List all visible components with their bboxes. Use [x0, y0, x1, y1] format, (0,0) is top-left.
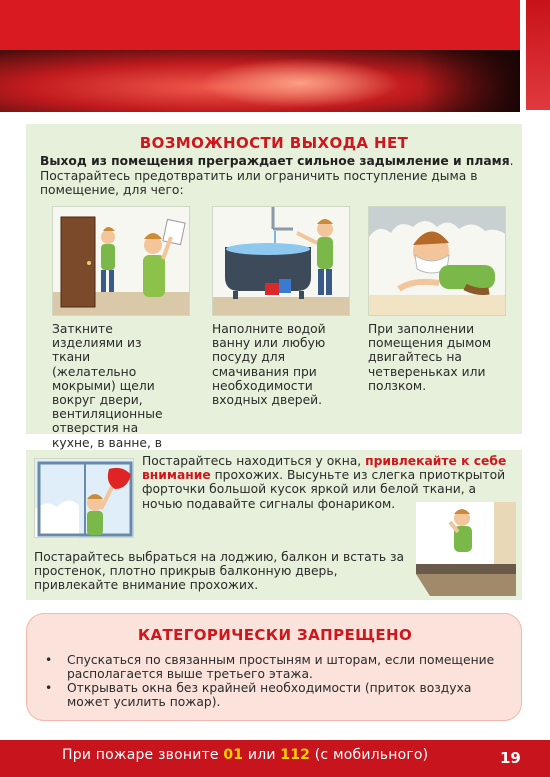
- window-panel: [26, 450, 522, 600]
- no-exit-intro: [40, 154, 516, 198]
- emergency-number-112: 112: [280, 747, 311, 763]
- footer-text-b: или: [243, 747, 281, 763]
- illustration-window-signal: [34, 458, 134, 538]
- intro-rest: . Постарайтесь предотвратить или ограничить поступление дыма в помещение, для чего:: [40, 154, 514, 197]
- illustration-fill-bath: [212, 206, 350, 316]
- bullet-icon: •: [45, 653, 53, 667]
- caption-fill-bath: Наполните водой ванну или любую посуду для смачивания при необходимости входных дверей.: [212, 322, 326, 408]
- page-number: 19: [500, 749, 521, 767]
- caption-crawl: При заполнении помещения дымом двигайтесь на четвереньках или ползком.: [368, 322, 492, 393]
- caption-seal-door: Заткните изделиями из ткани (желательно мокрыми) щели вокруг двери, вентиляционные отверстия на кухне, в ванне, в: [52, 322, 163, 450]
- forbidden-panel: [26, 613, 522, 721]
- window-text-before: Постарайтесь находиться у окна,: [142, 454, 366, 468]
- forbidden-title: КАТЕГОРИЧЕСКИ ЗАПРЕЩЕНО: [137, 626, 413, 644]
- footer-bar: [0, 740, 550, 777]
- forbidden-item-1: Спускаться по связанным простыням и шторам, если помещение располагается выше третьего этажа.: [67, 653, 495, 681]
- no-exit-panel: [26, 124, 522, 450]
- balcony-text: Постарайтесь выбраться на лоджию, балкон и встать за простенок, плотно прикрыв балконную дверь, привлекайте внимание прохожих.: [34, 550, 405, 593]
- header-fire-photo: [0, 50, 520, 112]
- forbidden-item-2: Открывать окна без крайней необходимости (приток воздуха может усилить пожар).: [67, 681, 472, 709]
- header-side-tab: [520, 0, 550, 110]
- footer-text-a: При пожаре звоните: [62, 747, 224, 763]
- list-item: [41, 654, 517, 681]
- illustration-crawl: [368, 206, 506, 316]
- window-text-after: прохожих. Высуньте из слегка приоткрытой форточки большой кусок яркой или белой ткани, а ночью подавайте сигналы фонариком.: [142, 468, 506, 511]
- window-highlight: привлекайте к себе внимание: [142, 454, 507, 483]
- forbidden-list: [41, 654, 517, 710]
- bullet-icon: •: [45, 681, 53, 696]
- emergency-number-01: 01: [223, 747, 244, 763]
- intro-bold: Выход из помещения преграждает сильное задымление и пламя: [40, 154, 510, 168]
- header-red-band: [0, 0, 520, 50]
- footer-text-c: (с мобильного): [310, 747, 429, 763]
- illustration-seal-door: [52, 206, 190, 316]
- list-item: [41, 682, 517, 709]
- illustration-balcony: [416, 502, 516, 596]
- no-exit-title: ВОЗМОЖНОСТИ ВЫХОДА НЕТ: [139, 134, 409, 152]
- footer-emergency-text: [62, 747, 428, 763]
